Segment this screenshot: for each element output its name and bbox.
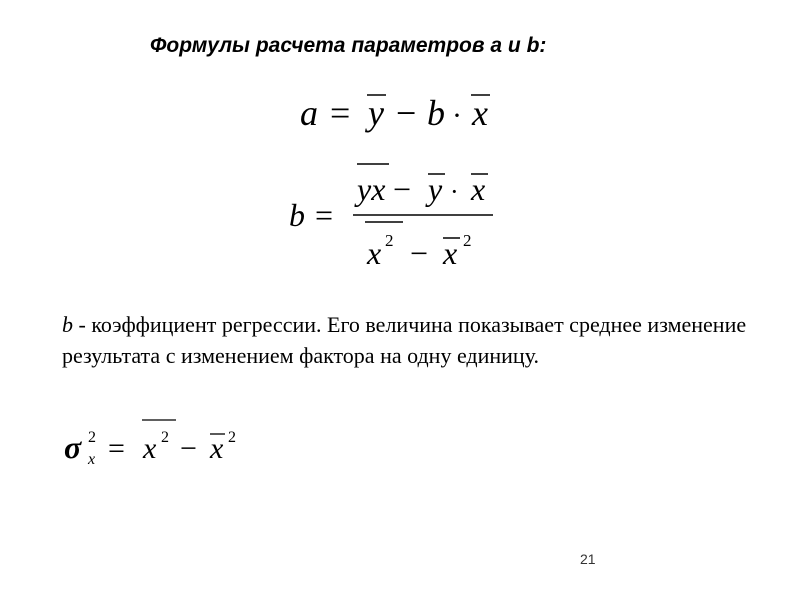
- slide-title: Формулы расчета параметров a и b:: [150, 34, 547, 57]
- formula-a-equals: =: [330, 93, 351, 133]
- formula-b-num-y: y: [428, 171, 443, 207]
- formula-b-num-dot: ·: [450, 177, 459, 206]
- paragraph-var-b: b: [62, 312, 73, 337]
- formula-sigma-equals: =: [108, 432, 125, 465]
- formula-b-num-x: x: [471, 171, 486, 207]
- formula-sigma-x2: x: [210, 432, 224, 465]
- formula-sigma-symbol: σ: [64, 429, 82, 465]
- formula-sigma-minus: −: [180, 432, 197, 465]
- formula-b: [285, 150, 510, 275]
- formula-sigma: [60, 412, 260, 472]
- formula-a: [290, 85, 520, 140]
- formula-sigma-x1: x: [143, 432, 157, 465]
- formula-b-num-minus: −: [393, 171, 412, 207]
- formula-b-den-x2: x: [443, 235, 458, 271]
- regression-coefficient-description: [62, 309, 762, 371]
- formula-sigma-exp1: 2: [161, 429, 169, 446]
- formula-b-equals: =: [315, 197, 334, 233]
- paragraph-text: - коэффициент регрессии. Его величина показывает среднее изменение результата с изменением фактора на одну единицу.: [62, 312, 747, 368]
- formula-a-y: y: [368, 93, 384, 133]
- formula-b-lhs: b: [289, 197, 305, 233]
- page-number: 21: [580, 551, 596, 567]
- formula-a-minus: −: [396, 93, 417, 133]
- formula-a-x: x: [472, 93, 488, 133]
- formula-sigma-sup: 2: [88, 429, 96, 446]
- formula-sigma-exp2: 2: [228, 429, 236, 446]
- formula-a-lhs: a: [300, 93, 318, 133]
- formula-b-den-x1: x: [367, 235, 382, 271]
- formula-a-b: b: [427, 93, 445, 133]
- formula-b-den-exp1: 2: [385, 231, 394, 250]
- formula-b-num-yx: yx: [357, 171, 386, 207]
- formula-sigma-sub: x: [88, 451, 96, 468]
- formula-b-den-exp2: 2: [463, 231, 472, 250]
- formula-a-dot: ·: [452, 99, 462, 132]
- formula-b-den-minus: −: [410, 235, 429, 271]
